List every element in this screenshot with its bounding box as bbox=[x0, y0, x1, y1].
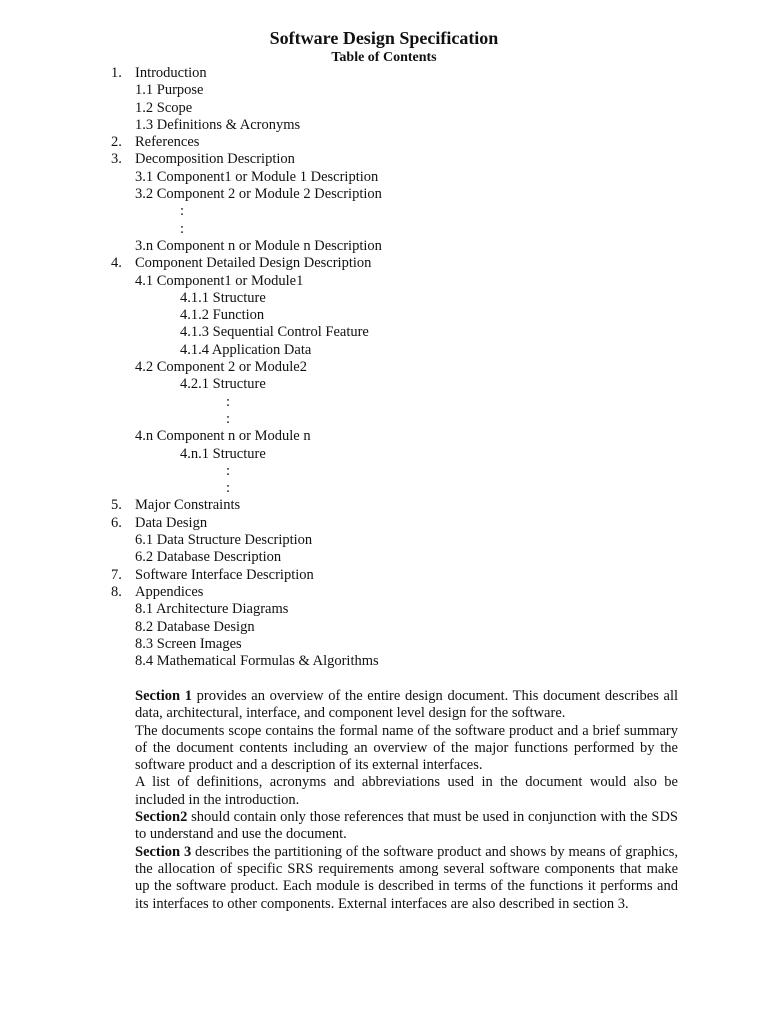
toc-item bbox=[0, 151, 768, 168]
toc-item-text: : bbox=[226, 480, 231, 497]
toc-item-text: 4.1.3 Sequential Control Feature bbox=[180, 324, 369, 341]
toc-item-text: Decomposition Description bbox=[135, 151, 295, 168]
toc-item bbox=[0, 290, 768, 307]
toc-item-text: Major Constraints bbox=[135, 497, 241, 514]
toc-item-text: : bbox=[180, 220, 185, 237]
toc-item bbox=[0, 186, 768, 203]
toc-item-text: 4.1.2 Function bbox=[180, 307, 265, 324]
paragraph-scope bbox=[135, 723, 678, 775]
section-label: Section 3 bbox=[135, 843, 192, 860]
toc-item-text: 4.2.1 Structure bbox=[180, 376, 266, 393]
toc-item-text: : bbox=[180, 203, 185, 220]
toc-item-text: 1.3 Definitions & Acronyms bbox=[135, 116, 301, 133]
toc-item-text: 4.1 Component1 or Module1 bbox=[135, 272, 304, 289]
toc-item-text: 6.1 Data Structure Description bbox=[135, 532, 313, 549]
table-of-contents bbox=[0, 65, 768, 670]
toc-item bbox=[0, 515, 768, 532]
toc-item bbox=[0, 653, 768, 670]
toc-item bbox=[0, 446, 768, 463]
toc-item-text: 8.2 Database Design bbox=[135, 618, 255, 635]
toc-item bbox=[0, 636, 768, 653]
paragraph-section-2 bbox=[135, 809, 678, 844]
toc-ellipsis bbox=[0, 394, 768, 411]
toc-item-text: Software Interface Description bbox=[135, 566, 314, 583]
toc-item-number: 6. bbox=[111, 514, 122, 531]
toc-item-number: 8. bbox=[111, 583, 122, 600]
paragraph-text: A list of definitions, acronyms and abbreviations used in the document would also be included in the introduction. bbox=[135, 774, 678, 808]
paragraph-text: The documents scope contains the formal name of the software product and a brief summary of the document contents including an overview of the major functions performed by the software product and a description of its external interfaces. bbox=[135, 722, 678, 774]
paragraph-definitions bbox=[135, 774, 678, 809]
toc-item-number: 2. bbox=[111, 134, 122, 151]
toc-item-text: 8.1 Architecture Diagrams bbox=[135, 601, 289, 618]
toc-item-text: 1.1 Purpose bbox=[135, 82, 204, 99]
toc-item bbox=[0, 567, 768, 584]
section-label: Section2 bbox=[135, 809, 188, 826]
toc-item-number: 3. bbox=[111, 151, 122, 168]
toc-item-text: 4.1.1 Structure bbox=[180, 289, 266, 306]
toc-item-text: 3.1 Component1 or Module 1 Description bbox=[135, 168, 379, 185]
paragraph-text: provides an overview of the entire design document. This document describes all data, architectural, interface, and component level design for the software. bbox=[135, 688, 679, 722]
toc-item-text: Component Detailed Design Description bbox=[135, 255, 372, 272]
toc-item bbox=[0, 532, 768, 549]
toc-item-text: 6.2 Database Description bbox=[135, 549, 282, 566]
toc-item bbox=[0, 307, 768, 324]
toc-item bbox=[0, 100, 768, 117]
toc-item-text: 8.4 Mathematical Formulas & Algorithms bbox=[135, 653, 379, 670]
toc-item-text: 3.n Component n or Module n Description bbox=[135, 237, 382, 254]
document-title: Software Design Specification bbox=[269, 28, 499, 48]
toc-item-text: 8.3 Screen Images bbox=[135, 635, 242, 652]
toc-item bbox=[0, 376, 768, 393]
toc-ellipsis bbox=[0, 463, 768, 480]
toc-item bbox=[0, 324, 768, 341]
paragraph-section-1 bbox=[135, 688, 678, 723]
paragraph-text: describes the partitioning of the software product and shows by means of graphics, the allocation of specific SRS requirements among several software components that make up the software product. Each module is described in terms of the functions it performs and its interfaces to other components. External interfaces are also described in section 3. bbox=[135, 843, 679, 912]
toc-item-text: : bbox=[226, 410, 231, 427]
toc-item bbox=[0, 359, 768, 376]
toc-item-text: : bbox=[226, 393, 231, 410]
toc-item-text: 4.n.1 Structure bbox=[180, 445, 266, 462]
toc-item-number: 5. bbox=[111, 497, 122, 514]
toc-item-text: Data Design bbox=[135, 514, 208, 531]
toc-item-text: 4.1.4 Application Data bbox=[180, 341, 312, 358]
toc-item bbox=[0, 619, 768, 636]
toc-ellipsis bbox=[0, 203, 768, 220]
toc-ellipsis bbox=[0, 411, 768, 428]
toc-item bbox=[0, 134, 768, 151]
toc-item bbox=[0, 169, 768, 186]
toc-item bbox=[0, 584, 768, 601]
toc-item bbox=[0, 549, 768, 566]
toc-item-text: Introduction bbox=[135, 65, 207, 81]
toc-item-text: 1.2 Scope bbox=[135, 99, 193, 116]
section-summary bbox=[135, 688, 678, 913]
toc-ellipsis bbox=[0, 221, 768, 238]
toc-item bbox=[0, 82, 768, 99]
toc-item-text: Appendices bbox=[135, 583, 204, 600]
section-label: Section 1 bbox=[135, 688, 193, 704]
toc-item bbox=[0, 342, 768, 359]
toc-item bbox=[0, 117, 768, 134]
toc-item bbox=[0, 497, 768, 514]
paragraph-text: should contain only those references that must be used in conjunction with the SDS to understand and use the document. bbox=[135, 809, 678, 843]
toc-item bbox=[0, 65, 768, 82]
toc-item-number: 4. bbox=[111, 255, 122, 272]
toc-item-text: 4.2 Component 2 or Module2 bbox=[135, 359, 307, 376]
toc-item-number: 7. bbox=[111, 566, 122, 583]
toc-item bbox=[0, 238, 768, 255]
toc-item-text: 3.2 Component 2 or Module 2 Description bbox=[135, 186, 382, 203]
toc-item bbox=[0, 273, 768, 290]
toc-item-text: : bbox=[226, 462, 231, 479]
toc-item-text: References bbox=[135, 134, 200, 151]
paragraph-section-3 bbox=[135, 844, 678, 913]
toc-item bbox=[0, 601, 768, 618]
toc-item bbox=[0, 428, 768, 445]
toc-heading: Table of Contents bbox=[331, 50, 437, 65]
toc-item-text: 4.n Component n or Module n bbox=[135, 428, 311, 445]
toc-item bbox=[0, 255, 768, 272]
toc-ellipsis bbox=[0, 480, 768, 497]
toc-item-number: 1. bbox=[111, 65, 122, 81]
